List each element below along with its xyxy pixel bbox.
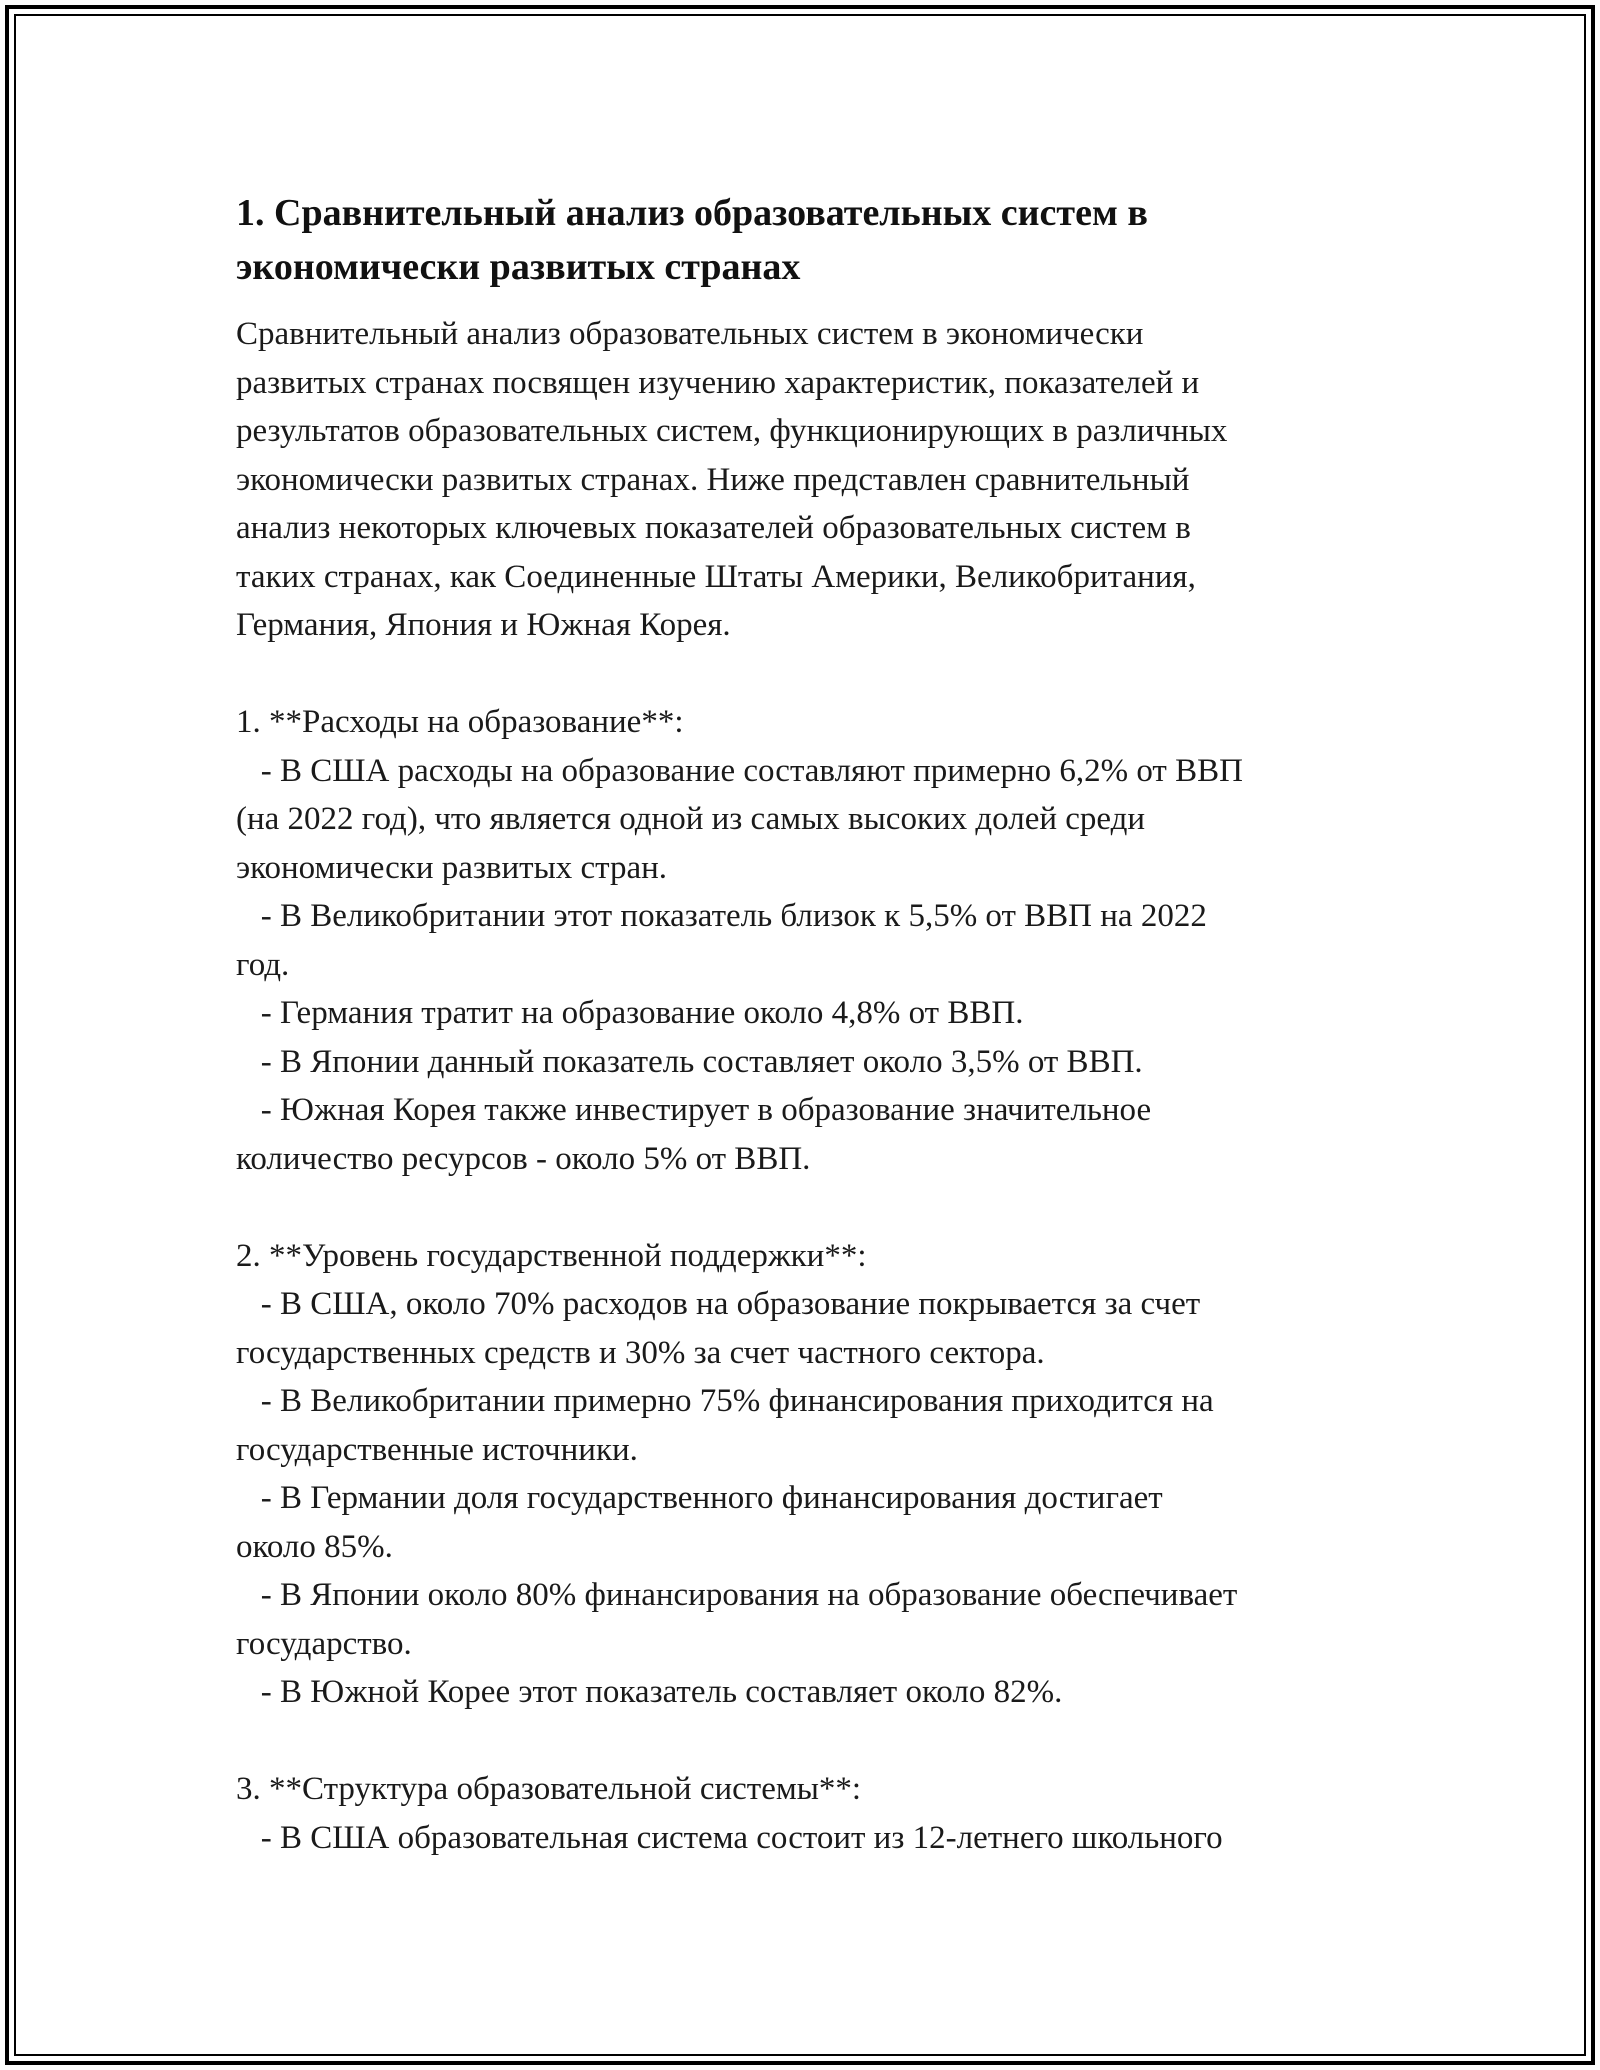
list-item-line: - В Южной Корее этот показатель составляет около 82%.: [236, 1674, 1063, 1710]
list-item-line: - В Великобритании этот показатель близок к 5,5% от ВВП на 2022: [236, 898, 1207, 934]
text-line: таких странах, как Соединенные Штаты Америки, Великобритания,: [236, 558, 1196, 595]
heading-line: экономически развитых странах: [236, 246, 801, 288]
intro-paragraph: [236, 310, 1376, 1862]
text-line: развитых странах посвящен изучению характеристик, показателей и: [236, 364, 1200, 401]
list-item-line: около 85%.: [236, 1528, 393, 1565]
list-item-line: количество ресурсов - около 5% от ВВП.: [236, 1140, 811, 1177]
list-item-line: - Южная Корея также инвестирует в образование значительное: [236, 1092, 1152, 1128]
list-item-line: - В Германии доля государственного финансирования достигает: [236, 1480, 1163, 1516]
list-item-line: год.: [236, 946, 290, 983]
list-item-line: - В США, около 70% расходов на образование покрывается за счет: [236, 1286, 1201, 1322]
list-item-line: - В Японии данный показатель составляет около 3,5% от ВВП.: [236, 1043, 1143, 1080]
list-item-line: государство.: [236, 1625, 412, 1662]
document-heading: [236, 186, 1376, 294]
list-item-line: - В США расходы на образование составляют примерно 6,2% от ВВП: [236, 752, 1243, 789]
section-title: 3. **Структура образовательной системы**:: [236, 1771, 862, 1807]
list-item-line: государственных средств и 30% за счет частного сектора.: [236, 1334, 1045, 1371]
list-item-line: - В США образовательная система состоит из 12-летнего школьного: [236, 1819, 1223, 1856]
document-body: [236, 186, 1376, 1862]
text-line: Сравнительный анализ образовательных систем в экономически: [236, 316, 1144, 352]
text-line: экономически развитых странах. Ниже представлен сравнительный: [236, 461, 1190, 498]
section-title: 1. **Расходы на образование**:: [236, 704, 684, 740]
text-line: результатов образовательных систем, функционирующих в различных: [236, 413, 1228, 449]
list-item-line: - Германия тратит на образование около 4,8% от ВВП.: [236, 995, 1024, 1031]
heading-line: 1. Сравнительный анализ образовательных систем в: [236, 192, 1148, 234]
section-title: 2. **Уровень государственной поддержки**:: [236, 1237, 867, 1274]
text-line: анализ некоторых ключевых показателей образовательных систем в: [236, 510, 1191, 546]
list-item-line: - В Японии около 80% финансирования на образование обеспечивает: [236, 1577, 1238, 1613]
text-line: Германия, Япония и Южная Корея.: [236, 607, 731, 643]
list-item-line: экономически развитых стран.: [236, 849, 668, 886]
list-item-line: - В Великобритании примерно 75% финансирования приходится на: [236, 1383, 1214, 1419]
list-item-line: государственные источники.: [236, 1431, 638, 1468]
list-item-line: (на 2022 год), что является одной из самых высоких долей среди: [236, 801, 1146, 837]
